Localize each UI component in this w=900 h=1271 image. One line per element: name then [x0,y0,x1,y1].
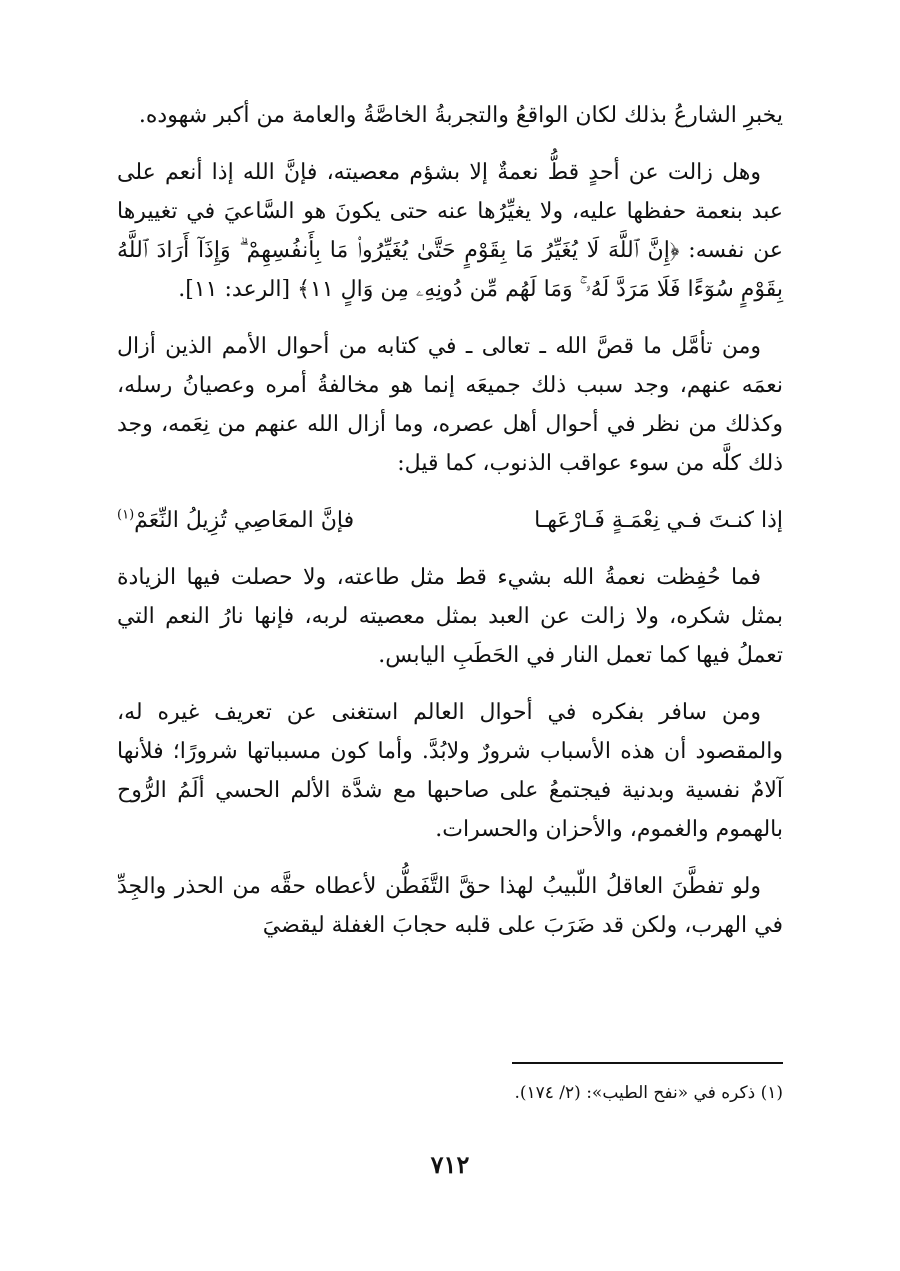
page-number: ٧١٢ [430,1150,470,1179]
paragraph-4: فما حُفِظت نعمةُ الله بشيء قط مثل طاعته، ولا حصلت فيها الزيادة بمثل شكره، ولا زالت عن العبد بمثل معصيته لربه، فإنها نارُ النعم التي تعملُ فيها كما تعمل النار في الحَطَبِ اليابس. [117,565,783,668]
paragraph-3: ومن تأمَّل ما قصَّ الله ـ تعالى ـ في كتابه من أحوال الأمم الذين أزال نعمَه عنهم، وجد سبب ذلك جميعَه إنما هو مخالفةُ أمره وعصيانُ رسله، وكذلك من نظر في أحوال أهل عصره، وما أزال الله عنهم من نِعَمه، وجد ذلك كلَّه من سوء عواقب الذنوب، كما قيل: [117,334,783,476]
paragraph-6: ولو تفطَّنَ العاقلُ اللّبيبُ لهذا حقَّ التَّفَطُّن لأعطاه حقَّه من الحذر والجِدِّ في الهرب، ولكن قد ضَرَبَ على قلبه حجابَ الغفلة ليقضيَ [117,874,783,938]
quran-verse: ﴿إِنَّ ٱللَّهَ لَا يُغَيِّرُ مَا بِقَوْمٍ حَتَّىٰ يُغَيِّرُوا۟ مَا بِأَنفُسِهِمْ ۗ وَإِذَآ أَرَادَ ٱللَّهُ بِقَوْمٍ سُوٓءًا فَلَا مَرَدَّ لَهُۥ ۚ وَمَا لَهُم مِّن دُونِهِۦ مِن وَالٍ ١١﴾ [117,238,783,302]
footnote-marker[interactable]: (١) [117,507,135,523]
paragraph-5: ومن سافر بفكره في أحوال العالم استغنى عن تعريف غيره له، والمقصود أن هذه الأسباب شرورٌ ولابُدَّ. وأما كون مسبباتها شرورًا؛ فلأنها آلامٌ نفسية وبدنية فيجتمعُ على صاحبها مع شدَّة الألم الحسي ألَمُ الرُّوح بالهموم والغموم، والأحزان والحسرات. [117,700,783,842]
poetry-verse [117,501,783,540]
paragraph-2 [117,153,783,309]
paragraph-1: يخبرِ الشارعُ بذلك لكان الواقعُ والتجربةُ الخاصَّةُ والعامة من أكبر شهوده. [138,103,783,128]
footnote: (١) ذكره في «نفح الطيب»: (٢/ ١٧٤). [514,1083,783,1103]
verse-second-hemistich-wrap [117,501,354,540]
footnote-separator [512,1062,783,1064]
paragraph-2-text: وهل زالت عن أحدٍ قطُّ نعمةٌ إلا بشؤم معصيته، فإنَّ الله إذا أنعم على عبد بنعمة حفظها عليه، ولا يغيِّرُها عنه حتى يكونَ هو السَّاعيَ في تغييرها عن نفسه: [117,160,783,263]
verse-first-hemistich: إذا كنـتَ فـي نِعْمَـةٍ فَـارْعَهـا [534,508,783,533]
verse-second-hemistich: فإنَّ المعَاصِي تُزِيلُ النِّعَمْ [134,508,355,533]
verse-citation: [الرعد: ١١]. [178,277,298,302]
page-body [117,96,783,963]
